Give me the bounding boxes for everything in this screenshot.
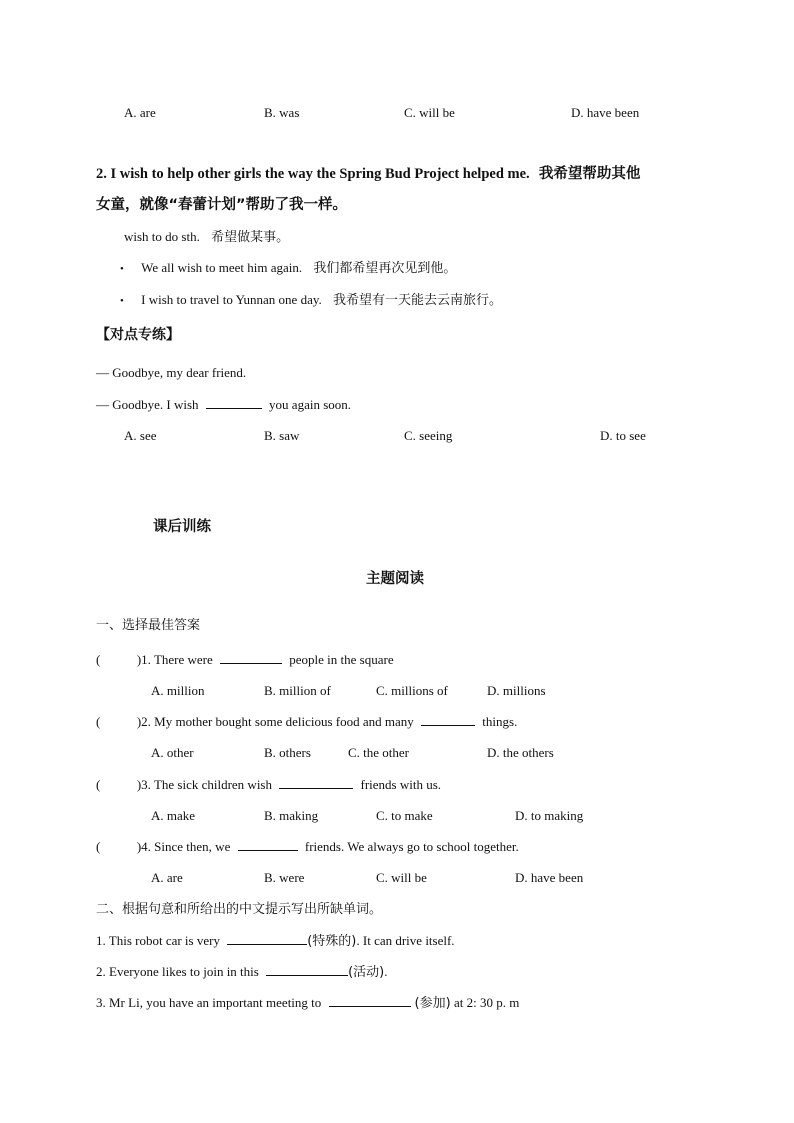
mc-2-option-d: D. the others (487, 745, 554, 760)
practice-title: 【对点专练】 (96, 327, 180, 343)
mc-2-option-b: B. others (264, 745, 311, 760)
practice-blank[interactable] (206, 398, 262, 409)
mc-1-option-b: B. million of (264, 683, 331, 698)
fill-item-pre: 1. This robot car is very (96, 933, 220, 948)
fill-item-pre: 2. Everyone likes to join in this (96, 964, 259, 979)
question-blank[interactable] (220, 653, 282, 664)
after-class-heading: 课后训练 (153, 519, 211, 535)
question-stem-pre: )1. There were (136, 652, 213, 667)
q2-example-1-en: We all wish to meet him again. (141, 260, 303, 275)
mc-question-2 (96, 715, 517, 728)
mc-4-option-a: A. are (151, 870, 183, 885)
mc-question-3 (96, 778, 441, 791)
question-stem-post: friends with us. (360, 777, 442, 792)
fill-item-post: at 2: 30 p. m (450, 995, 520, 1010)
mc-4-option-d: D. have been (515, 870, 584, 885)
mc-4-option-c: C. will be (376, 870, 427, 885)
mc-3-option-a: A. make (151, 808, 196, 823)
mc-3-option-c: C. to make (376, 808, 433, 823)
answer-paren: ( (96, 777, 101, 792)
section-1-title: 一、选择最佳答案 (96, 618, 201, 633)
theme-reading-heading: 主题阅读 (366, 571, 424, 587)
q1-option-a: A. are (124, 105, 156, 120)
q2-usage (124, 230, 289, 244)
question-blank[interactable] (279, 778, 353, 789)
section-2-title: 二、根据句意和所给出的中文提示写出所缺单词。 (96, 902, 383, 917)
mc-3-option-b: B. making (264, 808, 319, 823)
q2-heading-cn: 我希望帮助其他 (538, 166, 641, 182)
q1-option-c: C. will be (404, 105, 455, 120)
answer-paren: ( (96, 714, 101, 729)
fill-item-hint: (特殊的) (307, 934, 357, 949)
fill-item-hint: (活动) (348, 965, 385, 980)
q2-usage-cn: 希望做某事。 (211, 230, 290, 245)
answer-paren: ( (96, 839, 101, 854)
answer-paren: ( (96, 652, 101, 667)
fill-item-1 (96, 934, 455, 948)
q2-usage-en: wish to do sth. (124, 229, 200, 244)
mc-1-option-c: C. millions of (376, 683, 448, 698)
mc-1-option-d: D. millions (487, 683, 546, 698)
bullet-icon: • (120, 263, 124, 275)
question-stem-pre: )3. The sick children wish (136, 777, 272, 792)
mc-3-option-d: D. to making (515, 808, 584, 823)
mc-2-option-a: A. other (151, 745, 194, 760)
q1-option-b: B. was (264, 105, 300, 120)
q2-example-1-cn: 我们都希望再次见到他。 (313, 261, 457, 276)
q2-heading-en: 2. I wish to help other girls the way the Spring Bud Project helped me. (96, 166, 530, 182)
fill-blank[interactable] (227, 934, 307, 945)
practice-line-2 (96, 398, 351, 411)
fill-item-3 (96, 996, 519, 1010)
mc-1-option-a: A. million (151, 683, 205, 698)
q2-example-2-cn: 我希望有一天能去云南旅行。 (333, 293, 503, 308)
fill-item-post: . (384, 964, 388, 979)
question-stem-post: things. (482, 714, 518, 729)
q2-heading (96, 167, 640, 182)
practice-line-2-post: you again soon. (269, 397, 352, 412)
practice-line-2-pre: — Goodbye. I wish (96, 397, 199, 412)
question-stem-post: people in the square (289, 652, 394, 667)
practice-option-d: D. to see (600, 428, 646, 443)
practice-option-c: C. seeing (404, 428, 453, 443)
fill-blank[interactable] (329, 996, 411, 1007)
q2-example-1 (120, 261, 456, 275)
practice-option-b: B. saw (264, 428, 300, 443)
q1-option-d: D. have been (571, 105, 640, 120)
q2-example-2 (120, 293, 502, 307)
q2-heading-cn-continued: 女童，就像“春蕾计划”帮助了我一样。 (96, 197, 348, 213)
question-stem-pre: )4. Since then, we (136, 839, 231, 854)
mc-question-4 (96, 840, 519, 853)
question-stem-pre: )2. My mother bought some delicious food and many (136, 714, 414, 729)
practice-line-1: — Goodbye, my dear friend. (96, 365, 247, 380)
question-stem-post: friends. We always go to school together. (304, 839, 519, 854)
fill-item-pre: 3. Mr Li, you have an important meeting to (96, 995, 322, 1010)
question-blank[interactable] (421, 715, 475, 726)
fill-item-post: . It can drive itself. (356, 933, 455, 948)
mc-question-1 (96, 653, 394, 666)
mc-2-option-c: C. the other (348, 745, 410, 760)
question-blank[interactable] (238, 840, 298, 851)
mc-4-option-b: B. were (264, 870, 305, 885)
fill-blank[interactable] (266, 965, 348, 976)
fill-item-2 (96, 965, 388, 979)
practice-option-a: A. see (124, 428, 157, 443)
fill-item-hint: (参加) (414, 996, 451, 1011)
q2-example-2-en: I wish to travel to Yunnan one day. (141, 292, 322, 307)
bullet-icon: • (120, 295, 124, 307)
